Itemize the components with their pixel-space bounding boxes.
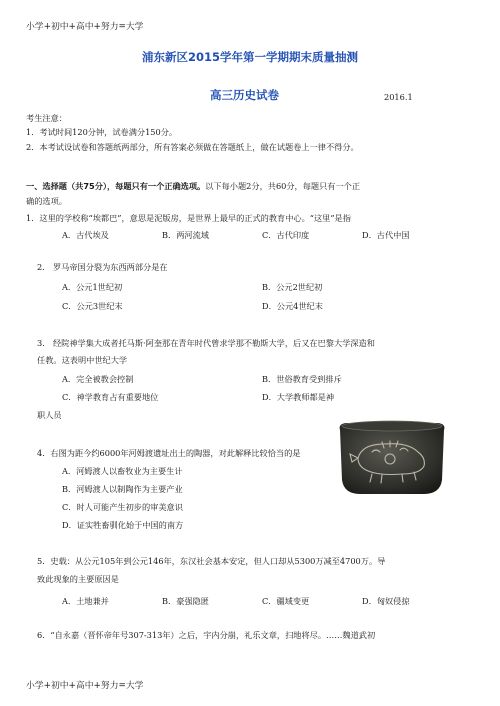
question-3-option-b: B．世俗教育受到排斥 xyxy=(262,374,342,384)
question-1-option-c: C．古代印度 xyxy=(262,230,310,240)
question-2-option-c: C．公元3世纪末 xyxy=(62,301,123,311)
section-heading-rest: 以下每小题2分，共60分，每题只有一个正 xyxy=(205,181,361,191)
question-3-stem-cont: 任教。这表明中世纪大学 xyxy=(37,355,128,365)
exam-title: 浦东新区2015学年第一学期期末质量抽测 xyxy=(141,50,358,64)
question-3-option-d: D．大学教师都是神 xyxy=(262,392,335,402)
section-heading xyxy=(26,181,360,192)
question-5-option-a: A．土地兼并 xyxy=(62,596,109,606)
question-4-option-c: C．时人可能产生初步的审美意识 xyxy=(62,502,183,512)
notice-item: 2．本考试设试卷和答题纸两部分，所有答案必须做在答题纸上，做在试题卷上一律不得分。 xyxy=(26,142,359,152)
question-4-option-d: D．证实牲畜驯化始于中国的南方 xyxy=(62,520,184,530)
section-heading-bold: 一、选择题（共75分），每题只有一个正确选项。 xyxy=(26,181,206,191)
question-2-option-d: D．公元4世纪末 xyxy=(262,301,323,311)
question-4-option-b: B．河姆渡人以制陶作为主要产业 xyxy=(62,484,183,494)
question-5-option-d: D．匈奴侵掠 xyxy=(362,596,410,606)
question-5-stem: 5．史载：从公元105年到公元146年，东汉社会基本安定，但人口却从5300万减至4700万。导 xyxy=(37,556,386,566)
question-2-option-b: B．公元2世纪初 xyxy=(262,282,323,292)
question-1-option-d: D．古代中国 xyxy=(362,230,410,240)
exam-subtitle: 高三历史试卷 xyxy=(210,88,279,102)
question-1-option-a: A．古代埃及 xyxy=(62,230,109,240)
question-4-option-a: A．河姆渡人以畜牧业为主要生计 xyxy=(62,466,183,476)
question-3-stem: 3． 经院神学集大成者托马斯·阿奎那在青年时代曾求学那不勒斯大学，后又在巴黎大学深造和 xyxy=(37,338,375,348)
question-1-stem: 1．这里的学校称“埃都巴”，意思是泥版房，是世界上最早的正式的教育中心。“这里”是指 xyxy=(26,213,351,223)
question-3-option-a: A．完全被教会控制 xyxy=(62,374,134,384)
notice-heading: 考生注意： xyxy=(26,113,67,123)
question-6-stem: 6．“自永嘉（晋怀帝年号307-313年）之后，宇内分崩，礼乐文章，扫地将尽。……魏道武初 xyxy=(37,630,376,640)
notice-item: 1．考试时间120分钟，试卷满分150分。 xyxy=(26,127,178,137)
section-heading-cont: 确的选项。 xyxy=(26,196,67,206)
question-5-option-c: C．疆域变更 xyxy=(262,596,310,606)
question-2-stem: 2． 罗马帝国分裂为东西两部分是在 xyxy=(37,262,168,272)
question-1-option-b: B．两河流域 xyxy=(162,230,209,240)
question-3-option-d-cont: 职人员 xyxy=(37,410,62,420)
page-header: 小学+初中+高中+努力=大学 xyxy=(26,22,144,32)
question-5-option-b: B．豪强隐匿 xyxy=(162,596,209,606)
page-footer: 小学+初中+高中+努力=大学 xyxy=(26,681,144,691)
question-4-stem: 4．右图为距今约6000年河姆渡遗址出土的陶器，对此解释比较恰当的是 xyxy=(37,448,301,458)
exam-date: 2016.1 xyxy=(384,92,413,102)
question-3-option-c: C．神学教育占有重要地位 xyxy=(62,392,159,402)
question-2-option-a: A．公元1世纪初 xyxy=(62,282,123,292)
question-5-stem-cont: 致此现象的主要原因是 xyxy=(37,574,119,584)
pottery-pig-vessel-icon xyxy=(332,418,452,498)
